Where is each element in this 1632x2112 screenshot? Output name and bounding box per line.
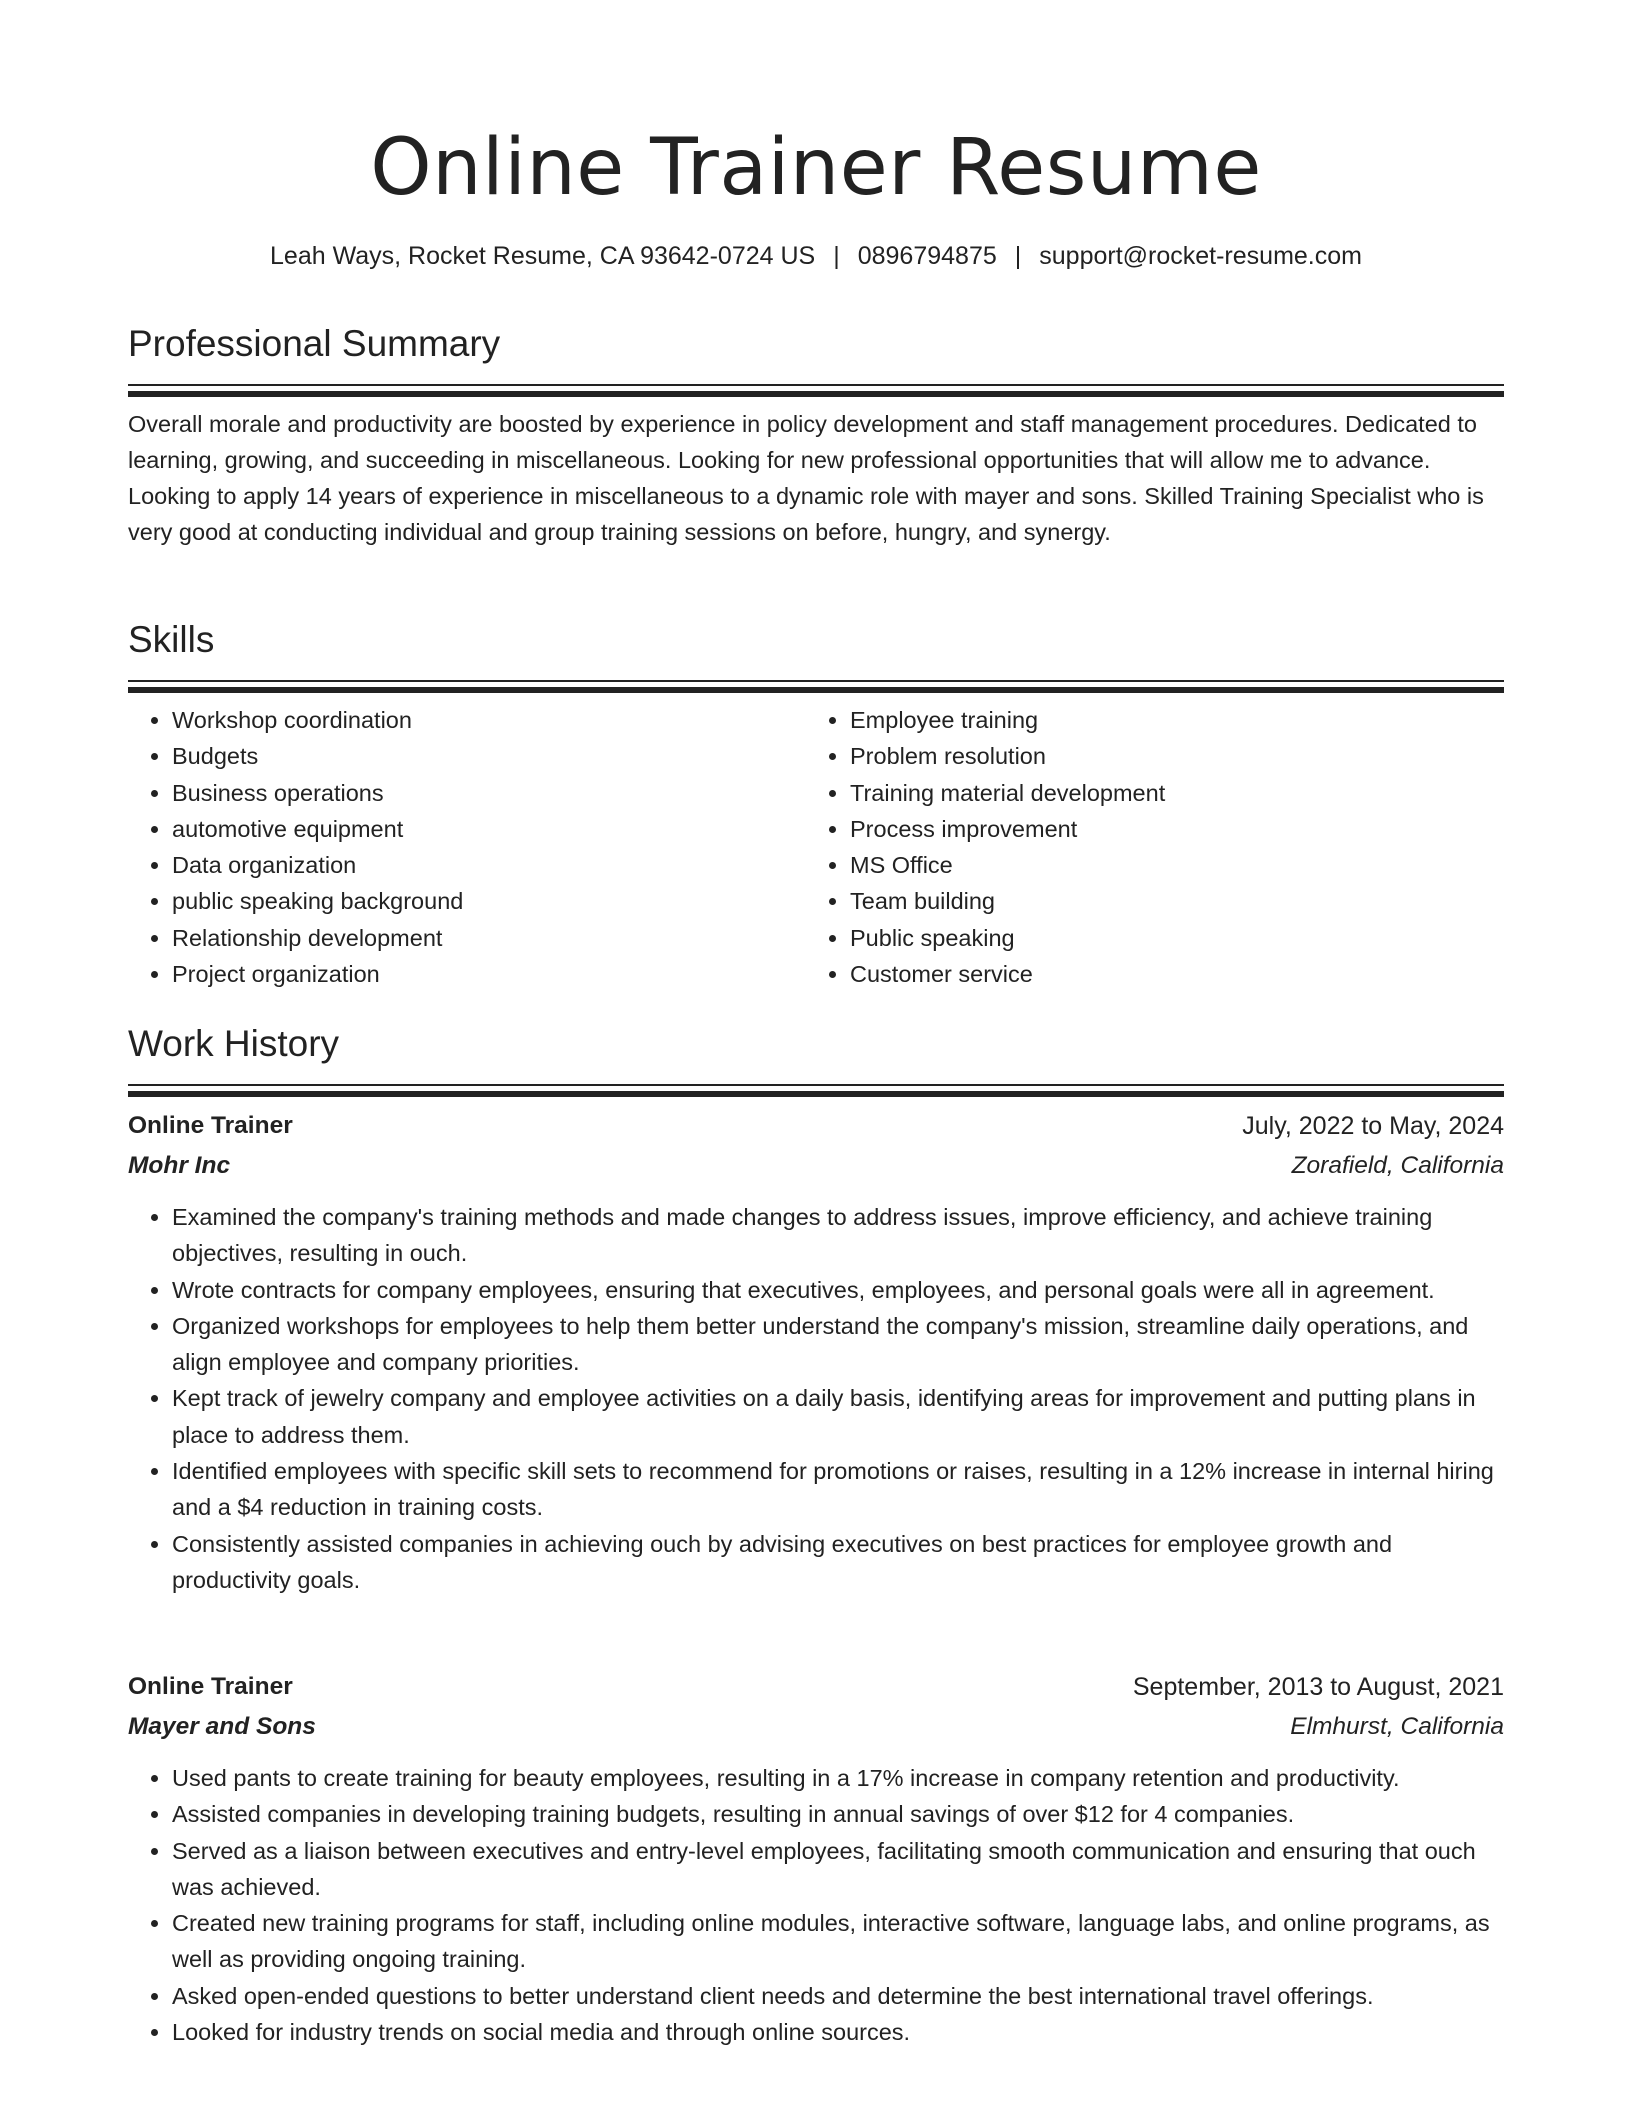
skill-item: • Employee training [850, 702, 1470, 738]
work-heading: Work History [128, 1023, 340, 1064]
skill-item: • Relationship development [172, 920, 792, 956]
skill-item: • Data organization [172, 847, 792, 883]
contact-separator: | [833, 242, 840, 270]
job-entry [128, 1106, 1504, 1598]
job-bullet: • Consistently assisted companies in achieving ouch by advising executives on best practices for employee growth and productivity goals. [172, 1526, 1504, 1599]
job-subheader [128, 1707, 1504, 1747]
section-divider [128, 1084, 1504, 1086]
job-dates: September, 2013 to August, 2021 [1132, 1672, 1504, 1701]
job-dates: July, 2022 to May, 2024 [1242, 1111, 1504, 1140]
job-bullet: • Kept track of jewelry company and employee activities on a daily basis, identifying areas for improvement and putting plans in place to address them. [172, 1380, 1504, 1453]
summary-text: Overall morale and productivity are boosted by experience in policy development and staff management procedures. Dedicated to learning, growing, and succeeding in miscellaneous. Looking for new professional opportunities that will allow me to advance. Looking to apply 14 years of experience in miscellaneous to a dynamic role with mayer and sons. Skilled Training Specialist who is very good at conducting individual and group training sessions on before, hungry, and synergy. [128, 411, 1484, 545]
job-bullet: • Examined the company's training methods and made changes to address issues, improve efficiency, and achieve training objectives, resulting in ouch. [172, 1199, 1504, 1272]
contact-line [0, 238, 1632, 274]
skill-item: • Team building [850, 883, 1470, 919]
summary-section-header [128, 318, 1504, 397]
job-company: Mayer and Sons [128, 1713, 316, 1740]
resume-title: Online Trainer Resume [370, 123, 1262, 213]
skills-list-left [128, 702, 792, 992]
job-bullet: • Asked open-ended questions to better understand client needs and determine the best international travel offerings. [172, 1978, 1504, 2014]
contact-phone: 0896794875 [857, 242, 997, 270]
job-bullet: • Created new training programs for staff, including online modules, interactive software, language labs, and online programs, as well as providing ongoing training. [172, 1905, 1504, 1978]
skill-item: • Training material development [850, 775, 1470, 811]
work-section-header [128, 1018, 1504, 1097]
job-subheader [128, 1146, 1504, 1186]
skill-item: • Problem resolution [850, 738, 1470, 774]
job-bullets [128, 1760, 1504, 2050]
section-divider [128, 391, 1504, 397]
section-divider [128, 1091, 1504, 1097]
skill-item: • Process improvement [850, 811, 1470, 847]
skills-heading: Skills [128, 619, 215, 660]
contact-separator: | [1014, 242, 1022, 270]
section-divider [128, 680, 1504, 682]
skill-item: • Business operations [172, 775, 792, 811]
summary-heading: Professional Summary [128, 323, 501, 364]
job-bullet: • Organized workshops for employees to help them better understand the company's mission, streamline daily operations, and align employee and company priorities. [172, 1308, 1504, 1381]
skill-item: • Workshop coordination [172, 702, 792, 738]
contact-email[interactable]: support@rocket-resume.com [1039, 242, 1362, 270]
job-entry [128, 1667, 1504, 2050]
job-bullet: • Looked for industry trends on social media and through online sources. [172, 2014, 1504, 2050]
job-title: Online Trainer [128, 1673, 293, 1700]
skill-item: • Public speaking [850, 920, 1470, 956]
skill-item: • public speaking background [172, 883, 792, 919]
job-bullet: • Served as a liaison between executives and entry-level employees, facilitating smooth communication and ensuring that ouch was achieved. [172, 1833, 1504, 1906]
section-divider [128, 384, 1504, 386]
skill-item: • automotive equipment [172, 811, 792, 847]
job-bullet: • Wrote contracts for company employees, ensuring that executives, employees, and personal goals were all in agreement. [172, 1272, 1504, 1308]
contact-address: Leah Ways, Rocket Resume, CA 93642-0724 US [270, 242, 816, 270]
skills-section-header [128, 614, 1504, 693]
job-header [128, 1667, 1504, 1707]
skill-item: • Project organization [172, 956, 792, 992]
section-divider [128, 687, 1504, 693]
skills-list-right [806, 702, 1470, 992]
job-bullet: • Assisted companies in developing training budgets, resulting in annual savings of over $12 for 4 companies. [172, 1796, 1504, 1832]
skill-item: • MS Office [850, 847, 1470, 883]
job-company: Mohr Inc [128, 1152, 231, 1179]
skill-item: • Customer service [850, 956, 1470, 992]
job-title: Online Trainer [128, 1112, 293, 1139]
job-location: Elmhurst, California [1290, 1713, 1504, 1740]
job-bullets [128, 1199, 1504, 1598]
skill-item: • Budgets [172, 738, 792, 774]
job-bullet: • Used pants to create training for beauty employees, resulting in a 17% increase in company retention and productivity. [172, 1760, 1504, 1796]
job-location: Zorafield, California [1291, 1152, 1504, 1179]
job-bullet: • Identified employees with specific skill sets to recommend for promotions or raises, resulting in a 12% increase in internal hiring and a $4 reduction in training costs. [172, 1453, 1504, 1526]
job-header [128, 1106, 1504, 1146]
